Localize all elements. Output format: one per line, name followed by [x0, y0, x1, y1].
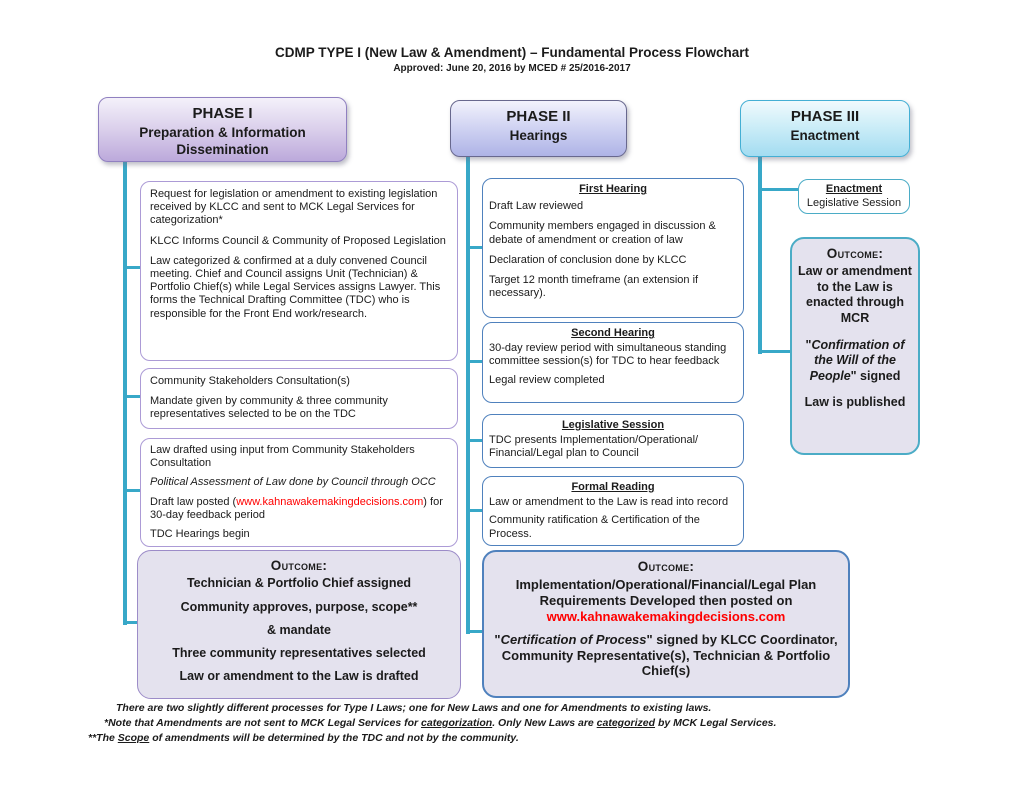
- footnote-3: [88, 731, 988, 746]
- certification-signatories-text: " signed by KLCC Coordinator, Community Representative(s), Technician & Portfolio Chief(s): [501, 632, 838, 679]
- footnote-3-underlined-word: Scope: [117, 732, 150, 744]
- drafting-paragraph-3: [150, 496, 448, 522]
- phase1-outcome-box: [137, 550, 461, 699]
- phase3-header: [740, 100, 910, 157]
- second-hearing-title: Second Hearing: [571, 327, 655, 339]
- phase1-outcome-line: Three community representatives selected: [172, 646, 426, 660]
- legislative-session-box: [482, 414, 744, 468]
- phase3-outcome-enacted-text: Law or amendment to the Law is enacted through MCR: [798, 264, 912, 325]
- phase3-header-title: PHASE III: [790, 108, 860, 125]
- consultation-paragraph-2: Mandate given by community & three community representatives selected to be on the TDC: [150, 395, 388, 421]
- page-title: CDMP TYPE I (New Law & Amendment) – Fundamental Process Flowchart: [274, 45, 750, 60]
- footnote-1: There are two slightly different processes for Type I Laws; one for New Laws and one for Amendments to existing laws.: [116, 702, 712, 714]
- phase1-outcome-line: Community approves, purpose, scope**: [180, 600, 418, 614]
- second-hearing-box: [482, 322, 744, 403]
- phase2-connector-branch-first-hearing: [470, 246, 482, 249]
- first-hearing-item: Community members engaged in discussion & debate of amendment or creation of law: [489, 220, 716, 246]
- enactment-body: Legislative Session: [806, 197, 902, 210]
- certification-of-process-text: Certification of Process: [500, 632, 647, 648]
- phase2-connector-branch-formal-reading: [470, 509, 482, 512]
- footnote-3-text: **The: [88, 732, 118, 744]
- formal-reading-title: Formal Reading: [571, 481, 655, 493]
- phase1-outcome-line: Law or amendment to the Law is drafted: [179, 669, 419, 683]
- phase1-consultation-box: [140, 368, 458, 429]
- first-hearing-title: First Hearing: [579, 183, 647, 195]
- phase1-outcome-label: Outcome:: [270, 558, 328, 573]
- formal-reading-box: [482, 476, 744, 546]
- quote-open: ": [494, 632, 501, 648]
- confirmation-of-will-text: Confirmation of the Will of the People: [809, 337, 905, 383]
- second-hearing-item: Legal review completed: [489, 373, 605, 386]
- phase1-connector-branch-box3: [127, 489, 140, 492]
- request-paragraph-2: KLCC Informs Council & Community of Proposed Legislation: [150, 234, 446, 247]
- phase3-outcome-box: [790, 237, 920, 455]
- phase1-connector-branch-box1: [127, 266, 140, 269]
- phase2-connector-branch-outcome: [470, 630, 482, 633]
- phase2-connector-branch-legislative-session: [470, 439, 482, 442]
- phase1-request-box: [140, 181, 458, 361]
- formal-reading-item: Community ratification & Certification of the Process.: [489, 514, 700, 540]
- kahnawake-url-link-outcome[interactable]: www.kahnawakemakingdecisions.com: [546, 609, 786, 625]
- quote-open: ": [805, 337, 812, 352]
- kahnawake-url-link[interactable]: www.kahnawakemakingdecisions.com: [236, 495, 424, 508]
- phase3-outcome-label: Outcome:: [826, 246, 884, 261]
- legislative-session-title: Legislative Session: [561, 419, 665, 431]
- confirmation-signed-text: " signed: [850, 368, 901, 383]
- phase2-connector-branch-second-hearing: [470, 360, 482, 363]
- phase1-drafting-box: [140, 438, 458, 547]
- legislative-session-item: TDC presents Implementation/Operational/ Financial/Legal plan to Council: [489, 434, 699, 460]
- phase3-connector-trunk: [758, 156, 762, 354]
- phase3-outcome-published-text: Law is published: [804, 395, 906, 410]
- enactment-box: [798, 179, 910, 214]
- drafting-paragraph-2: Political Assessment of Law done by Council through OCC: [150, 476, 436, 489]
- first-hearing-item: Target 12 month timeframe (an extension if necessary).: [489, 273, 699, 300]
- phase1-outcome-line: & mandate: [267, 623, 331, 637]
- phase1-connector-branch-outcome: [127, 621, 137, 624]
- phase2-outcome-box: [482, 550, 850, 698]
- phase1-header-title: PHASE I: [192, 105, 253, 122]
- footnote-2-text: . Only New Laws are: [492, 717, 597, 729]
- page-subtitle: Approved: June 20, 2016 by MCED # 25/2016-2017: [393, 63, 631, 74]
- second-hearing-item: 30-day review period with simultaneous standing committee session(s) for TDC to hear feedback: [489, 342, 727, 368]
- footnote-2-text: by MCK Legal Services.: [655, 717, 777, 729]
- request-paragraph-1: Request for legislation or amendment to existing legislation received by KLCC and sent to MCK Legal Services for categorization*: [150, 188, 438, 227]
- phase1-header: [98, 97, 347, 162]
- phase2-outcome-plan-text: Implementation/Operational/Financial/Legal Plan Requirements Developed then posted on: [515, 577, 817, 608]
- phase2-header-title: PHASE II: [506, 108, 571, 125]
- phase3-connector-branch-enactment: [762, 188, 798, 191]
- drafting-paragraph-1: Law drafted using input from Community Stakeholders Consultation: [150, 444, 415, 470]
- drafting-paragraph-4: TDC Hearings begin: [150, 527, 250, 540]
- footnote-2-text: *Note that Amendments are not sent to MCK Legal Services for: [104, 717, 422, 729]
- phase2-outcome-label: Outcome:: [637, 559, 695, 574]
- phase2-connector-trunk: [466, 156, 470, 634]
- footnote-3-text: of amendments will be determined by the TDC and not by the community.: [149, 732, 519, 744]
- phase2-outcome-certification-text: [492, 632, 840, 679]
- phase2-header-subtitle: Hearings: [509, 128, 568, 143]
- footnote-2: [88, 716, 988, 731]
- consultation-paragraph-1: Community Stakeholders Consultation(s): [150, 375, 350, 387]
- draft-posted-text-end: ) for 30-day feedback period: [150, 495, 443, 521]
- footnote-2-underlined-word: categorization: [421, 717, 493, 729]
- formal-reading-item: Law or amendment to the Law is read into record: [489, 496, 729, 509]
- phase1-header-subtitle: Preparation & Information Dissemination: [139, 125, 306, 157]
- phase1-connector-trunk: [123, 160, 127, 625]
- footnotes: [88, 701, 988, 746]
- phase2-header: [450, 100, 627, 157]
- first-hearing-box: [482, 178, 744, 318]
- first-hearing-item: Declaration of conclusion done by KLCC: [489, 253, 687, 266]
- phase1-outcome-line: Technician & Portfolio Chief assigned: [186, 576, 412, 590]
- phase3-header-subtitle: Enactment: [790, 128, 860, 143]
- enactment-title: Enactment: [825, 183, 883, 195]
- phase3-outcome-confirmation-text: [797, 338, 913, 385]
- first-hearing-item: Draft Law reviewed: [489, 200, 584, 213]
- footnote-2-underlined-word: categorized: [596, 717, 656, 729]
- phase3-connector-branch-outcome: [762, 350, 790, 353]
- phase1-connector-branch-box2: [127, 395, 140, 398]
- request-paragraph-3: Law categorized & confirmed at a duly convened Council meeting. Chief and Council assigns Unit (Technician) & Portfolio Chief(s) while Legal Services assigns Lawyer. This forms the Technical Drafting Committee (TDC) who is responsible for the Front End work/research.: [150, 254, 441, 320]
- draft-posted-text: Draft law posted (: [150, 495, 237, 508]
